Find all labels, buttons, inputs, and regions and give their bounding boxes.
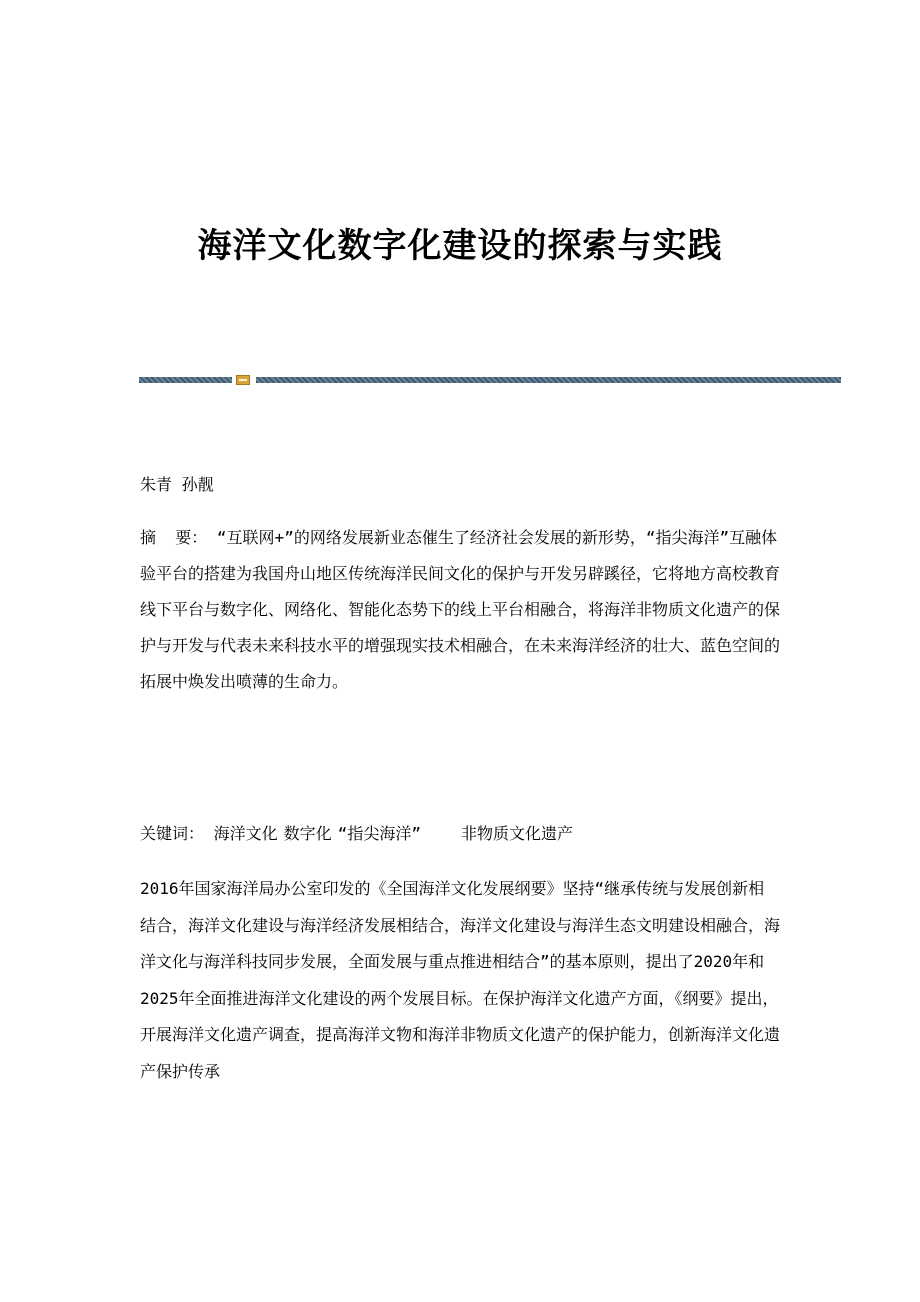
body-paragraph: 2016年国家海洋局办公室印发的《全国海洋文化发展纲要》坚持“继承传统与发展创新相结合，海洋文化建设与海洋经济发展相结合，海洋文化建设与海洋生态文明建设相融合，海洋文化与海洋科技同步发展，全面发展与重点推进相结合”的基本原则，提出了2020年和2025年全面推进海洋文化建设的两个发展目标。在保护海洋文化遗产方面，《纲要》提出，开展海洋文化遗产调查，提高海洋文物和海洋非物质文化遗产的保护能力，创新海洋文化遗产保护传承 <box>140 879 781 1081</box>
keyword-item: “指尖海洋” <box>337 824 421 843</box>
keywords-line <box>140 816 780 852</box>
divider-right-segment <box>256 377 841 383</box>
keywords-label: 关键词： <box>140 824 205 843</box>
keyword-item: 非物质文化遗产 <box>460 824 573 843</box>
abstract-label: 摘 要： <box>140 528 208 547</box>
abstract-paragraph <box>140 520 780 700</box>
abstract-text: “互联网+”的网络发展新业态催生了经济社会发展的新形势，“指尖海洋”互融体验平台的搭建为我国舟山地区传统海洋民间文化的保护与开发另辟蹊径，它将地方高校教育线下平台与数字化、网络化、智能化态势下的线上平台相融合，将海洋非物质文化遗产的保护与开发与代表未来科技水平的增强现实技术相融合，在未来海洋经济的壮大、蓝色空间的拓展中焕发出喷薄的生命力。 <box>140 528 781 691</box>
author-list: 朱青 孙靓 <box>140 475 214 494</box>
divider-left-segment <box>139 377 232 383</box>
title-divider <box>139 375 841 385</box>
keyword-item: 数字化 <box>283 824 332 843</box>
page-title: 海洋文化数字化建设的探索与实践 <box>197 226 723 266</box>
divider-emblem-icon <box>236 375 250 385</box>
keyword-item: 海洋文化 <box>213 824 278 843</box>
